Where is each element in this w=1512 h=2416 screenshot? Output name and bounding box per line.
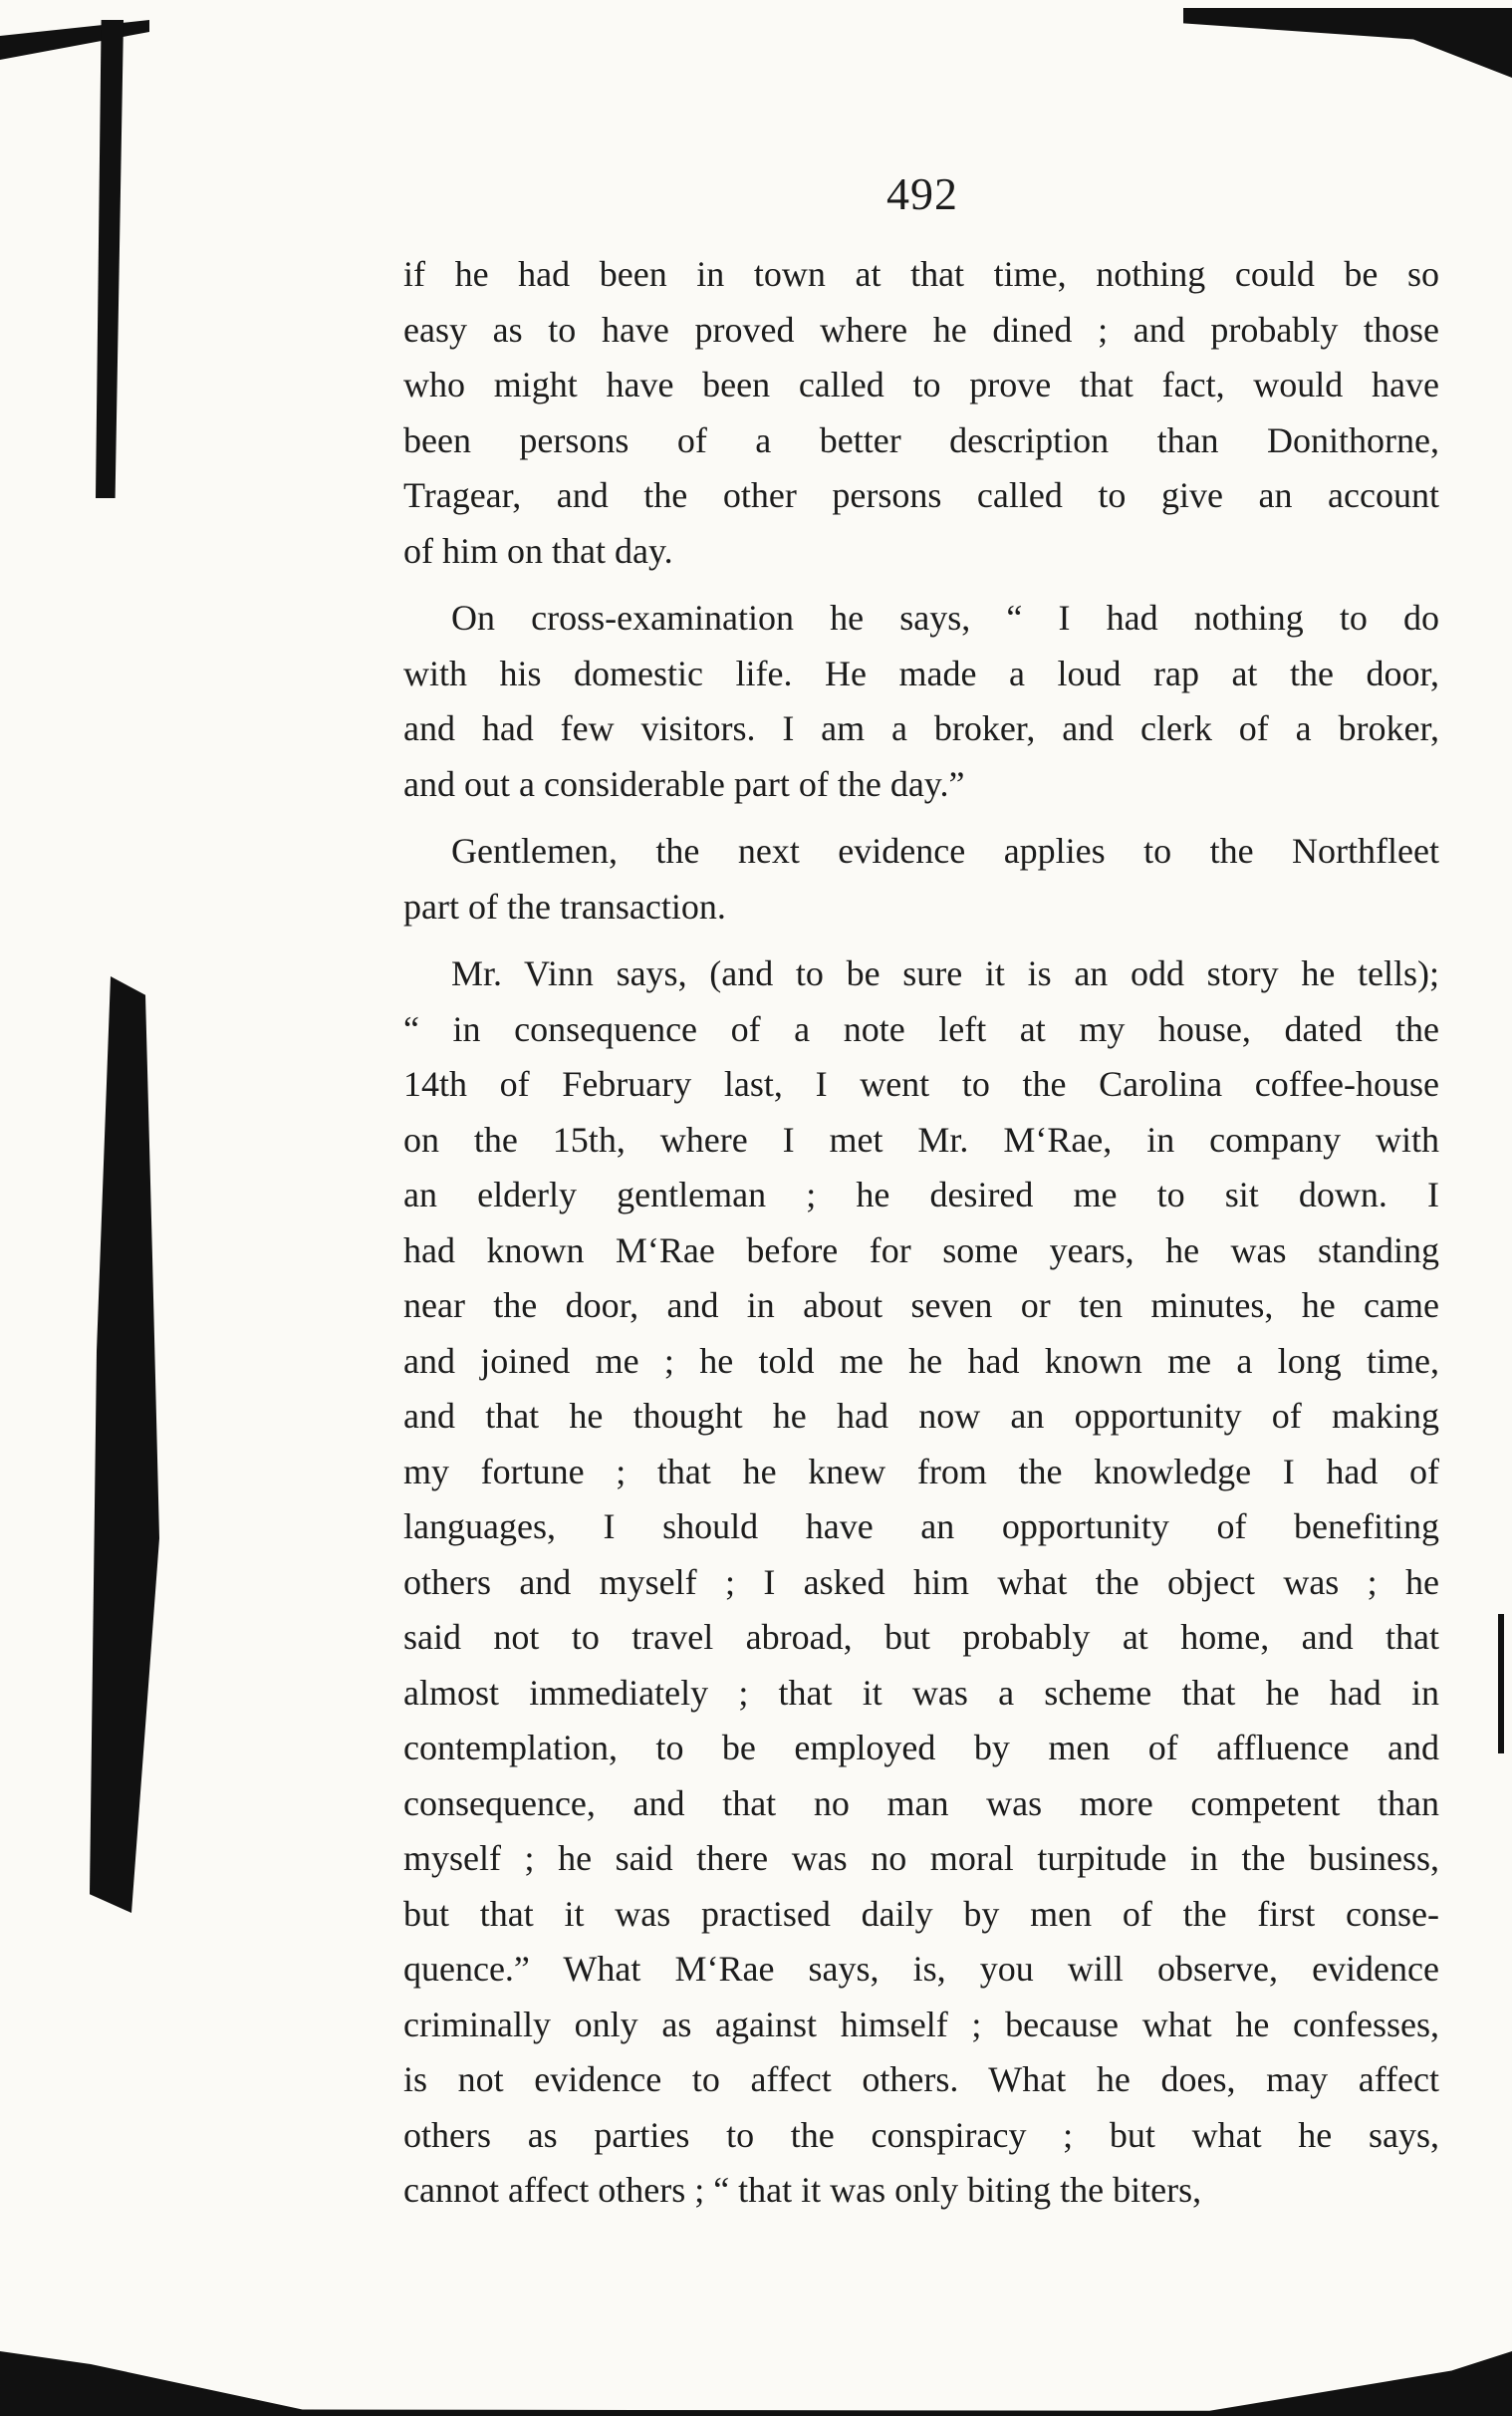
text-line: criminally only as against himself ; because what he confesses, [403, 2004, 1439, 2044]
text-line: an elderly gentleman ; he desired me to sit down. I [403, 1175, 1439, 1214]
paragraph [403, 824, 1439, 935]
scan-edge-shadow [96, 20, 124, 498]
text-line: consequence, and that no man was more competent than [403, 1782, 1439, 1823]
text-line: myself ; he said there was no moral turpitude in the business, [403, 1838, 1439, 1878]
page-number: 492 [886, 168, 958, 219]
text-line: others as parties to the conspiracy ; but what he says, [403, 2114, 1439, 2155]
text-line: Gentlemen, the next evidence applies to the Northfleet [451, 831, 1439, 871]
text-line: languages, I should have an opportunity of benefiting [403, 1506, 1439, 1546]
text-line: if he had been in town at that time, nothing could be so [403, 254, 1439, 294]
text-line: said not to travel abroad, but probably at home, and that [403, 1617, 1439, 1657]
text-line: On cross-examination he says, “ I had nothing to do [451, 598, 1439, 638]
scan-edge-shadow [1498, 1614, 1504, 1753]
text-line: contemplation, to be employed by men of affluence and [403, 1728, 1439, 1767]
text-line: and had few visitors. I am a broker, and clerk of a broker, [403, 708, 1439, 748]
text-line: and joined me ; he told me he had known me a long time, [403, 1340, 1439, 1381]
scan-edge-shadow [90, 976, 159, 1913]
scan-edge-shadow [1183, 8, 1512, 78]
text-line: been persons of a better description than Donithorne, [403, 419, 1439, 460]
text-line: and that he thought he had now an opportunity of making [403, 1396, 1439, 1436]
text-line: Tragear, and the other persons called to give an account [403, 475, 1439, 515]
text-line: had known M‘Rae before for some years, he was standing [403, 1229, 1439, 1270]
text-line: my fortune ; that he knew from the knowledge I had of [403, 1451, 1439, 1491]
paragraph [403, 247, 1439, 579]
scan-edge-shadow [0, 20, 149, 60]
text-line: others and myself ; I asked him what the object was ; he [403, 1561, 1439, 1602]
text-line: quence.” What M‘Rae says, is, you will observe, evidence [403, 1949, 1439, 1989]
body-text [403, 247, 1439, 2231]
text-line: with his domestic life. He made a loud rap at the door, [403, 653, 1439, 693]
text-line: 14th of February last, I went to the Carolina coffee-house [403, 1064, 1439, 1104]
text-line: of him on that day. [403, 530, 673, 571]
text-line: near the door, and in about seven or ten minutes, he came [403, 1285, 1439, 1325]
text-line: almost immediately ; that it was a scheme that he had in [403, 1672, 1439, 1713]
text-line: Mr. Vinn says, (and to be sure it is an odd story he tells); [451, 953, 1439, 993]
text-line: who might have been called to prove that fact, would have [403, 365, 1439, 404]
paragraph [403, 946, 1439, 2219]
text-line: part of the transaction. [403, 886, 726, 927]
text-line: is not evidence to affect others. What he does, may affect [403, 2059, 1439, 2099]
paragraph [403, 591, 1439, 812]
scan-edge-shadow [0, 2351, 1512, 2416]
text-line: easy as to have proved where he dined ; and probably those [403, 309, 1439, 350]
text-line: “ in consequence of a note left at my house, dated the [403, 1008, 1439, 1049]
text-line: cannot affect others ; “ that it was only biting the biters, [403, 2170, 1202, 2210]
text-line: on the 15th, where I met Mr. M‘Rae, in company with [403, 1119, 1439, 1160]
text-line: and out a considerable part of the day.” [403, 763, 965, 804]
text-line: but that it was practised daily by men of the first conse- [403, 1893, 1439, 1934]
